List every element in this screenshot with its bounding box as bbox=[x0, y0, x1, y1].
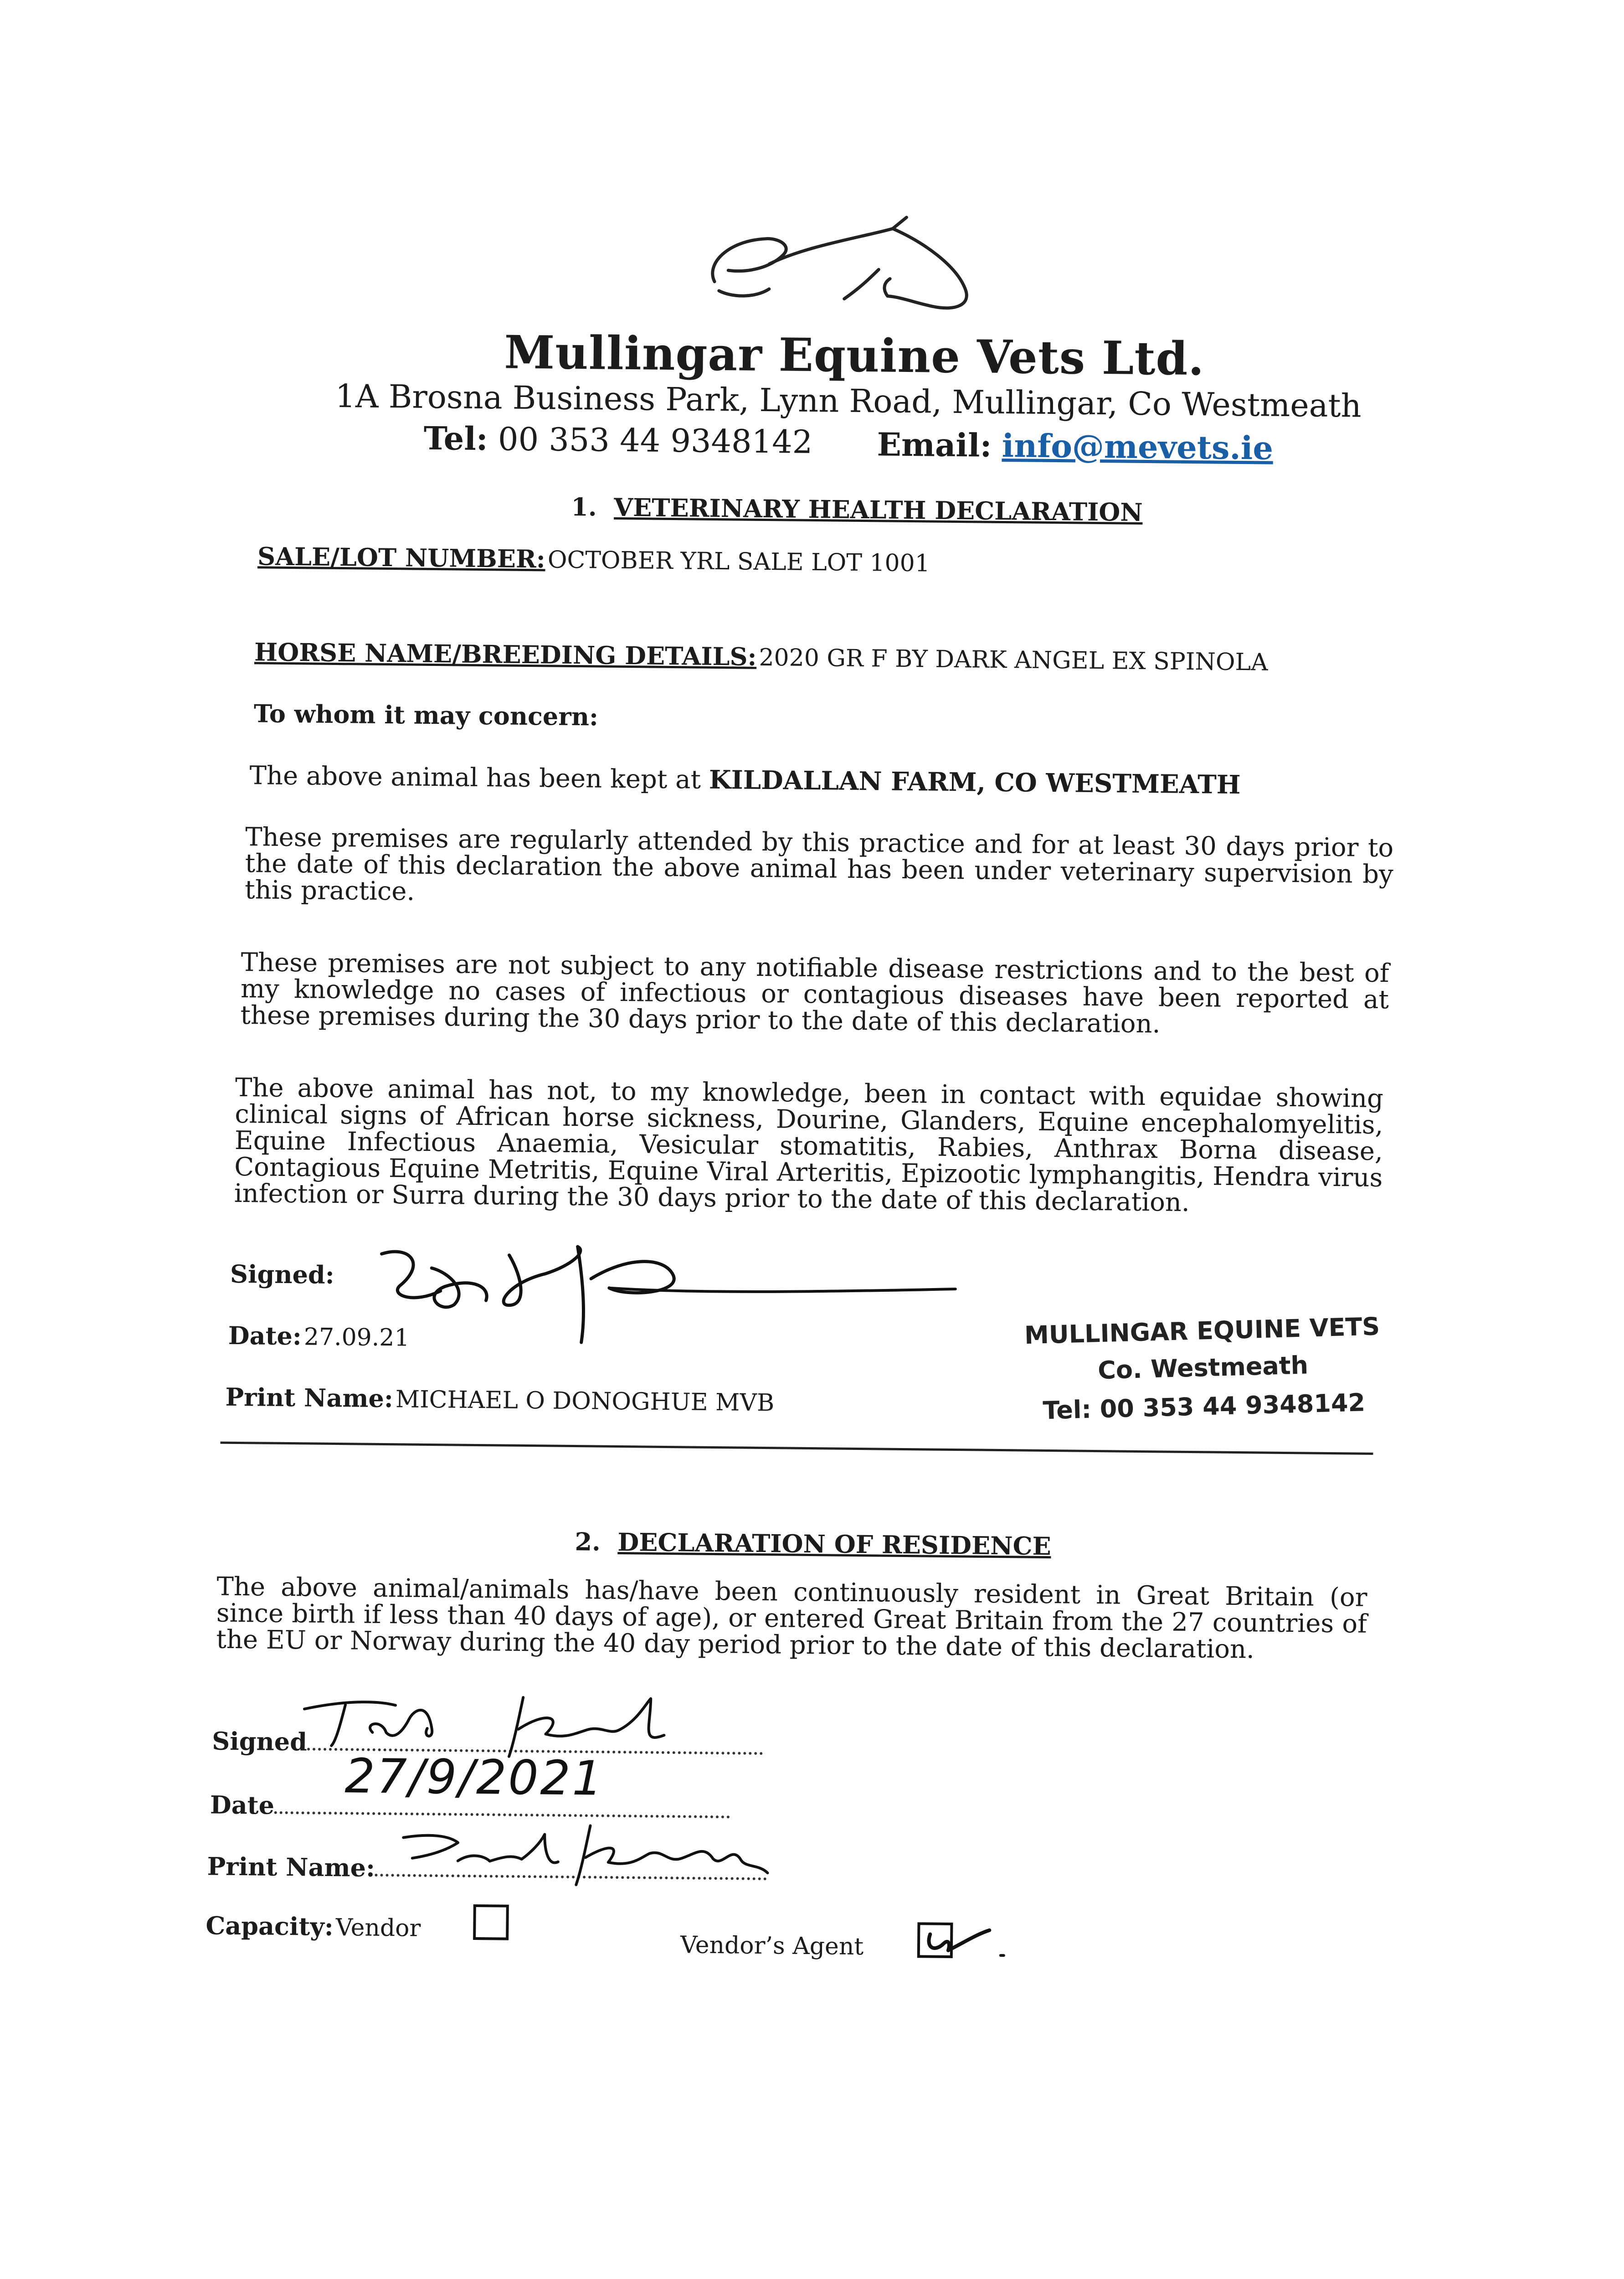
paragraph-restrictions: These premises are not subject to any notifiable disease restrictions and to the best of my knowledge no cases of infectious or contagious diseases have been reported at these premises during the 30 days prior to the date of this declaration. bbox=[240, 947, 1389, 1039]
print-name-row-1 bbox=[225, 1382, 774, 1417]
practice-stamp bbox=[1008, 1312, 1398, 1426]
sale-lot-value: OCTOBER YRL SALE LOT 1001 bbox=[547, 546, 930, 577]
contact-line bbox=[423, 419, 1274, 467]
section-2-title: DECLARATION OF RESIDENCE bbox=[617, 1527, 1052, 1561]
signed-label-2: Signed bbox=[211, 1726, 308, 1757]
kept-location: KILDALLAN FARM, CO WESTMEATH bbox=[709, 764, 1241, 800]
vendors-agent-label: Vendor’s Agent bbox=[680, 1931, 864, 1961]
date-row-1 bbox=[228, 1321, 410, 1352]
paragraph-supervision: These premises are regularly attended by this practice and for at least 30 days prior to the date of this declaration the above animal has been under veterinary supervision by this practice. bbox=[244, 822, 1394, 907]
capacity-row bbox=[206, 1911, 421, 1942]
horse-details-value: 2020 GR F BY DARK ANGEL EX SPINOLA bbox=[759, 644, 1268, 676]
stamp-line-1: MULLINGAR EQUINE VETS bbox=[1024, 1312, 1380, 1350]
section-2-heading bbox=[575, 1527, 1051, 1561]
company-name: Mullingar Equine Vets Ltd. bbox=[504, 325, 1205, 386]
stamp-line-2: Co. Westmeath bbox=[1097, 1351, 1309, 1385]
handwritten-date: 27/9/2021 bbox=[344, 1748, 605, 1806]
vendor-checkbox[interactable] bbox=[473, 1904, 509, 1940]
date-value-1: 27.09.21 bbox=[303, 1323, 410, 1352]
kept-prefix: The above animal has been kept at bbox=[249, 761, 701, 795]
print-name-label-2: Print Name: bbox=[207, 1851, 375, 1882]
section-1-heading bbox=[571, 492, 1143, 527]
vendor-label: Vendor bbox=[335, 1914, 421, 1942]
capacity-label: Capacity: bbox=[206, 1911, 334, 1942]
print-name-value-1: MICHAEL O DONOGHUE MVB bbox=[395, 1386, 775, 1417]
date-label-2: Date bbox=[210, 1790, 275, 1820]
sale-lot-label: SALE/LOT NUMBER: bbox=[257, 541, 546, 574]
tel-value: 00 353 44 9348142 bbox=[498, 420, 813, 461]
section-1-title: VETERINARY HEALTH DECLARATION bbox=[613, 492, 1143, 527]
vendors-agent-checkbox[interactable] bbox=[917, 1922, 953, 1958]
checkmark-icon bbox=[916, 1916, 1008, 1967]
paragraph-contact-diseases: The above animal has not, to my knowledge, been in contact with equidae showing clinical signs of African horse sickness, Dourine, Glanders, Equine encephalomyelitis, Equine Infectious Anaemia, Vesicular stomatitis, Rabies, Anthrax Borna disease, Contagious Equine Metritis, Equine Viral Arteritis, Epizootic lymphangitis, Hendra virus infection or Surra during the 30 days prior to the date of this declaration. bbox=[234, 1072, 1384, 1217]
section-1-number: 1. bbox=[570, 492, 597, 522]
company-address: 1A Brosna Business Park, Lynn Road, Mullingar, Co Westmeath bbox=[335, 377, 1362, 425]
kept-at-line bbox=[249, 760, 1241, 800]
salutation: To whom it may concern: bbox=[253, 699, 599, 732]
email-label: Email: bbox=[877, 425, 992, 464]
email-block bbox=[877, 425, 1273, 467]
tel-label: Tel: bbox=[423, 419, 488, 458]
section-divider bbox=[221, 1442, 1373, 1455]
print-name-label-1: Print Name: bbox=[225, 1382, 394, 1413]
horse-head-logo-icon bbox=[687, 213, 979, 320]
sale-lot-row bbox=[257, 541, 930, 577]
signed-label-1: Signed: bbox=[230, 1259, 334, 1289]
email-link[interactable]: info@mevets.ie bbox=[1002, 426, 1274, 467]
stamp-line-3: Tel: 00 353 44 9348142 bbox=[1042, 1388, 1366, 1425]
residence-paragraph: The above animal/animals has/have been continuously resident in Great Britain (or since birth if less than 40 days of age), or entered Great Britain from the 27 countries of the EU or Norway during the 40 day period prior to the date of this declaration. bbox=[216, 1572, 1367, 1665]
horse-details-row bbox=[254, 637, 1268, 676]
horse-details-label: HORSE NAME/BREEDING DETAILS: bbox=[254, 637, 757, 671]
vet-signature bbox=[371, 1236, 965, 1360]
date-label-1: Date: bbox=[228, 1320, 302, 1351]
printed-name-handwriting bbox=[394, 1815, 781, 1891]
section-2-number: 2. bbox=[575, 1527, 601, 1557]
